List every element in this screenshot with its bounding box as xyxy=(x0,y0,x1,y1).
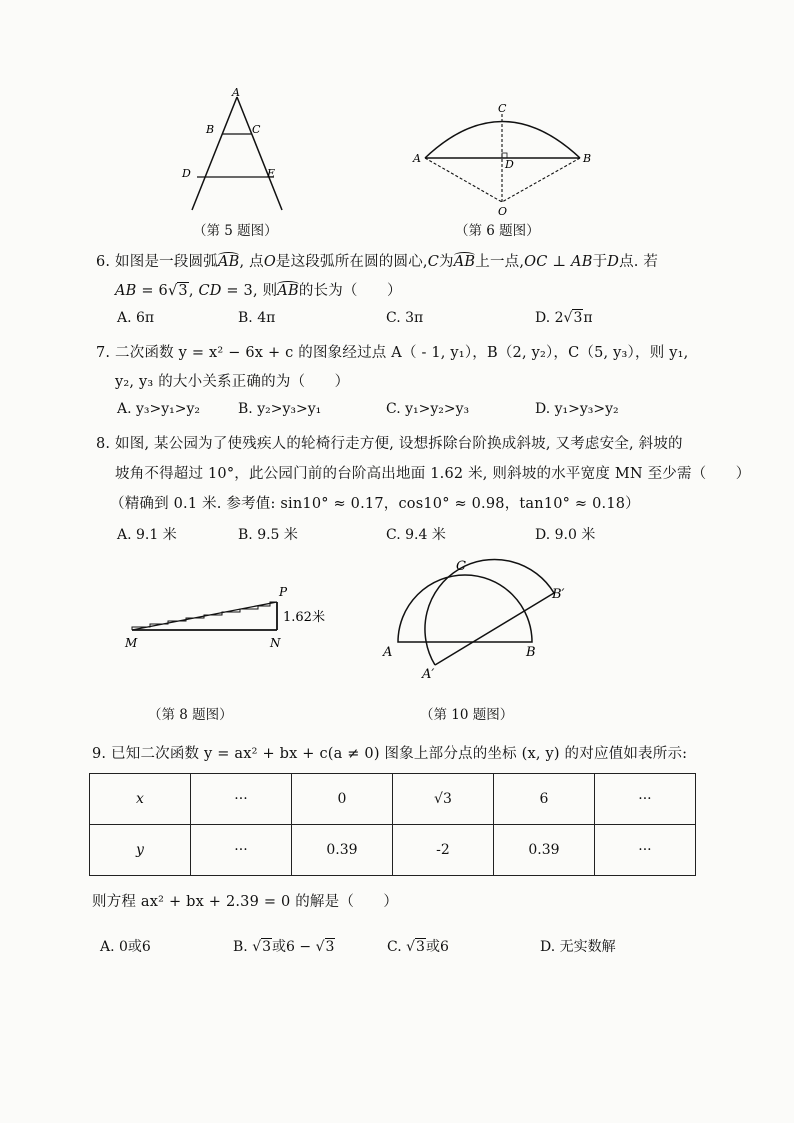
figure-8 xyxy=(120,580,350,655)
q8-line3: （精确到 0.1 米. 参考值: sin10° ≈ 0.17，cos10° ≈ 0.98，tan10° ≈ 0.18） xyxy=(110,496,640,512)
label-B: B xyxy=(206,123,215,136)
label-B: B xyxy=(526,645,536,660)
line-AE xyxy=(237,97,282,210)
q9-option-a[interactable]: A. 0或6 xyxy=(100,939,151,955)
q8-option-a[interactable]: A. 9.1 米 xyxy=(117,527,177,543)
table-cell: 0 xyxy=(291,774,392,825)
q6-option-b[interactable]: B. 4π xyxy=(238,310,276,326)
q6-option-d[interactable]: D. 2√3π xyxy=(535,310,593,326)
q7-option-d[interactable]: D. y₁>y₃>y₂ xyxy=(535,401,619,417)
label-B: B xyxy=(583,152,592,165)
table-cell: √3 xyxy=(392,774,493,825)
q9-line2: 则方程 ax² + bx + 2.39 = 0 的解是（ ） xyxy=(92,894,399,910)
label-N: N xyxy=(270,636,281,650)
label-O: O xyxy=(498,205,508,218)
table-cell: ··· xyxy=(190,774,291,825)
q6-option-a[interactable]: A. 6π xyxy=(117,310,155,326)
q9-option-c[interactable]: C. √3或6 xyxy=(387,939,449,955)
table-cell: y xyxy=(90,825,191,876)
line-AD xyxy=(192,97,237,210)
label-P: P xyxy=(279,585,288,599)
table-cell: ··· xyxy=(594,825,695,876)
q8-option-c[interactable]: C. 9.4 米 xyxy=(386,527,446,543)
label-A: A xyxy=(383,645,393,660)
q8-line2: 坡角不得超过 10°，此公园门前的台阶高出地面 1.62 米, 则斜坡的水平宽度 MN 至少需（ ） xyxy=(115,466,751,482)
figure-10 xyxy=(378,558,578,688)
label-D: D xyxy=(182,167,191,180)
label-A1: A′ xyxy=(422,667,435,682)
q7-option-a[interactable]: A. y₃>y₁>y₂ xyxy=(117,401,201,417)
q9-option-d[interactable]: D. 无实数解 xyxy=(540,939,616,955)
table-cell: ··· xyxy=(190,825,291,876)
q7-option-c[interactable]: C. y₁>y₂>y₃ xyxy=(386,401,470,417)
label-C: C xyxy=(498,102,507,115)
segment-OA xyxy=(425,158,502,202)
q6-line1: 6. 如图是一段圆弧AB, 点O是这段弧所在圆的圆心,C为AB上一点,OC ⊥ AB于D点. 若 xyxy=(96,254,659,270)
q6-line2: AB = 6√3, CD = 3, 则AB的长为（ ） xyxy=(115,283,402,299)
caption-fig6: （第 6 题图） xyxy=(455,223,540,239)
q9-line1: 9. 已知二次函数 y = ax² + bx + c(a ≠ 0) 图象上部分点的坐标 (x, y) 的对应值如表所示: xyxy=(92,746,688,762)
values-table xyxy=(89,773,696,876)
diameter-A1B1 xyxy=(435,593,554,665)
label-B1: B′ xyxy=(552,587,565,602)
semicircle-AB xyxy=(398,575,532,642)
figure-5 xyxy=(170,85,300,215)
label-E: E xyxy=(267,167,276,180)
q8-option-b[interactable]: B. 9.5 米 xyxy=(238,527,298,543)
label-D: D xyxy=(505,158,514,171)
q7-option-b[interactable]: B. y₂>y₃>y₁ xyxy=(238,401,322,417)
label-M: M xyxy=(125,636,138,650)
table-cell: ··· xyxy=(594,774,695,825)
q9-option-b[interactable]: B. √3或6 − √3 xyxy=(233,939,335,955)
caption-fig8: （第 8 题图） xyxy=(148,707,233,723)
table-cell: -2 xyxy=(392,825,493,876)
figure-6 xyxy=(405,100,600,220)
q7-line2: y₂, y₃ 的大小关系正确的为（ ） xyxy=(115,374,350,390)
table-row xyxy=(90,774,696,825)
label-A: A xyxy=(232,86,240,99)
q7-line1: 7. 二次函数 y = x² − 6x + c 的图象经过点 A（ - 1, y₁），B（2, y₂），C（5, y₃），则 y₁, xyxy=(96,345,689,361)
caption-fig5: （第 5 题图） xyxy=(193,223,278,239)
table-cell: 0.39 xyxy=(493,825,594,876)
label-height: 1.62米 xyxy=(283,610,325,625)
table-row xyxy=(90,825,696,876)
table-cell: x xyxy=(90,774,191,825)
caption-fig10: （第 10 题图） xyxy=(420,707,514,723)
label-C: C xyxy=(252,123,261,136)
table-cell: 0.39 xyxy=(291,825,392,876)
q6-option-c[interactable]: C. 3π xyxy=(386,310,424,326)
label-A: A xyxy=(413,152,421,165)
q8-line1: 8. 如图, 某公园为了使残疾人的轮椅行走方便, 设想拆除台阶换成斜坡, 又考虑安全, 斜坡的 xyxy=(96,436,683,452)
label-C: C xyxy=(456,559,466,574)
table-cell: 6 xyxy=(493,774,594,825)
q8-option-d[interactable]: D. 9.0 米 xyxy=(535,527,596,543)
